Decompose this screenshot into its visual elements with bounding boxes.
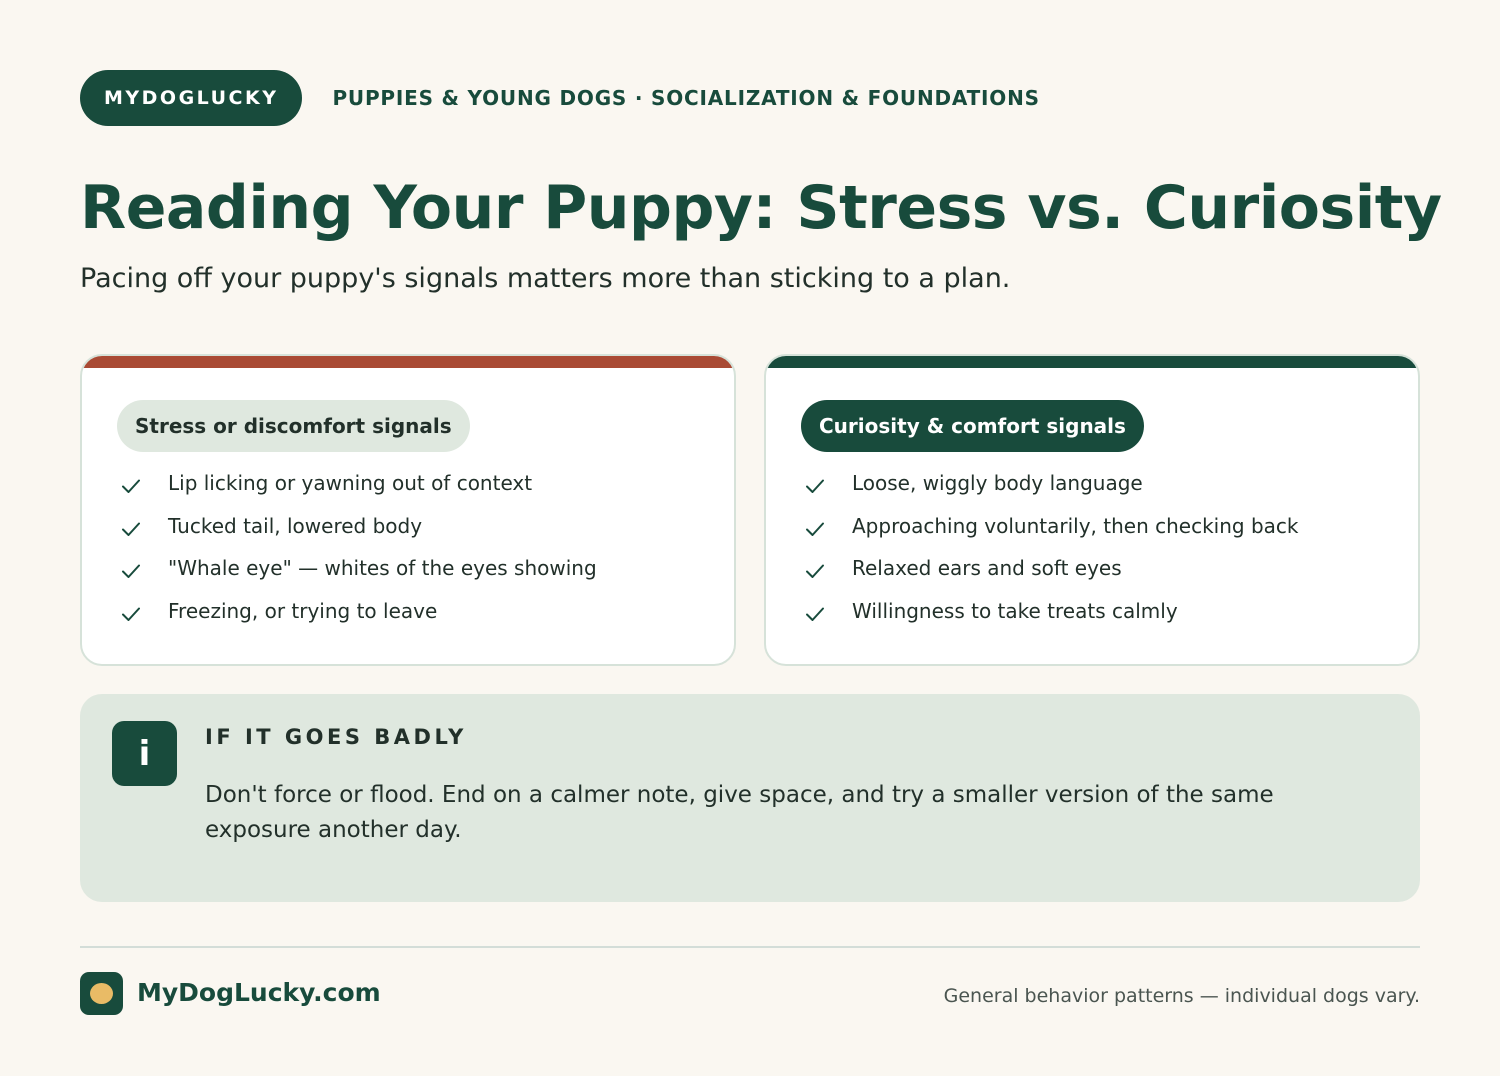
list-item — [120, 590, 597, 633]
footer-disclaimer: General behavior patterns — individual dogs vary. — [943, 985, 1420, 1007]
callout-body: Don't force or flood. End on a calmer note, give space, and try a smaller version of the same exposure another day. — [205, 782, 1274, 843]
list-item — [804, 547, 1299, 590]
footer-divider — [80, 946, 1420, 948]
check-icon — [120, 518, 142, 540]
check-icon — [120, 603, 142, 625]
list-item — [804, 462, 1299, 505]
signal-cards — [80, 354, 1420, 666]
check-icon — [120, 560, 142, 582]
list-item — [804, 505, 1299, 548]
page-title: Reading Your Puppy: Stress vs. Curiosity — [80, 173, 1442, 243]
list-item-text: Tucked tail, lowered body — [168, 513, 423, 538]
check-icon — [804, 603, 826, 625]
list-item — [120, 505, 597, 548]
brand-pill: MYDOGLUCKY — [80, 70, 302, 126]
callout-heading: IF IT GOES BADLY — [205, 725, 467, 749]
list-item-text: Relaxed ears and soft eyes — [852, 556, 1122, 581]
logo-dot — [90, 983, 113, 1004]
if-it-goes-badly-callout — [80, 694, 1420, 902]
footer-brand-link[interactable]: MyDogLucky.com — [137, 978, 381, 1007]
list-item-text: Lip licking or yawning out of context — [168, 471, 533, 496]
list-item — [120, 462, 597, 505]
list-item-text: Approaching voluntarily, then checking back — [852, 513, 1299, 538]
list-item — [120, 547, 597, 590]
stress-signals-list — [120, 462, 597, 632]
list-item — [804, 590, 1299, 633]
stress-card-accent-bar — [82, 356, 734, 368]
curiosity-signals-card — [764, 354, 1420, 666]
list-item-text: Freezing, or trying to leave — [168, 598, 438, 623]
list-item-text: "Whale eye" — whites of the eyes showing — [168, 556, 597, 581]
stress-signals-card — [80, 354, 736, 666]
curiosity-signals-list — [804, 462, 1299, 632]
list-item-text: Loose, wiggly body language — [852, 471, 1143, 496]
curiosity-card-accent-bar — [766, 356, 1418, 368]
breadcrumb: PUPPIES & YOUNG DOGS · SOCIALIZATION & FOUNDATIONS — [332, 86, 1040, 110]
list-item-text: Willingness to take treats calmly — [852, 598, 1178, 623]
stress-signals-label: Stress or discomfort signals — [117, 400, 470, 452]
check-icon — [804, 475, 826, 497]
check-icon — [120, 475, 142, 497]
paw-logo-icon — [80, 972, 123, 1015]
page-subtitle: Pacing off your puppy's signals matters more than sticking to a plan. — [80, 263, 1011, 294]
info-icon: i — [112, 721, 177, 786]
infographic-page — [80, 70, 1442, 1007]
curiosity-signals-label: Curiosity & comfort signals — [801, 400, 1144, 452]
check-icon — [804, 518, 826, 540]
header — [80, 70, 1420, 126]
check-icon — [804, 560, 826, 582]
